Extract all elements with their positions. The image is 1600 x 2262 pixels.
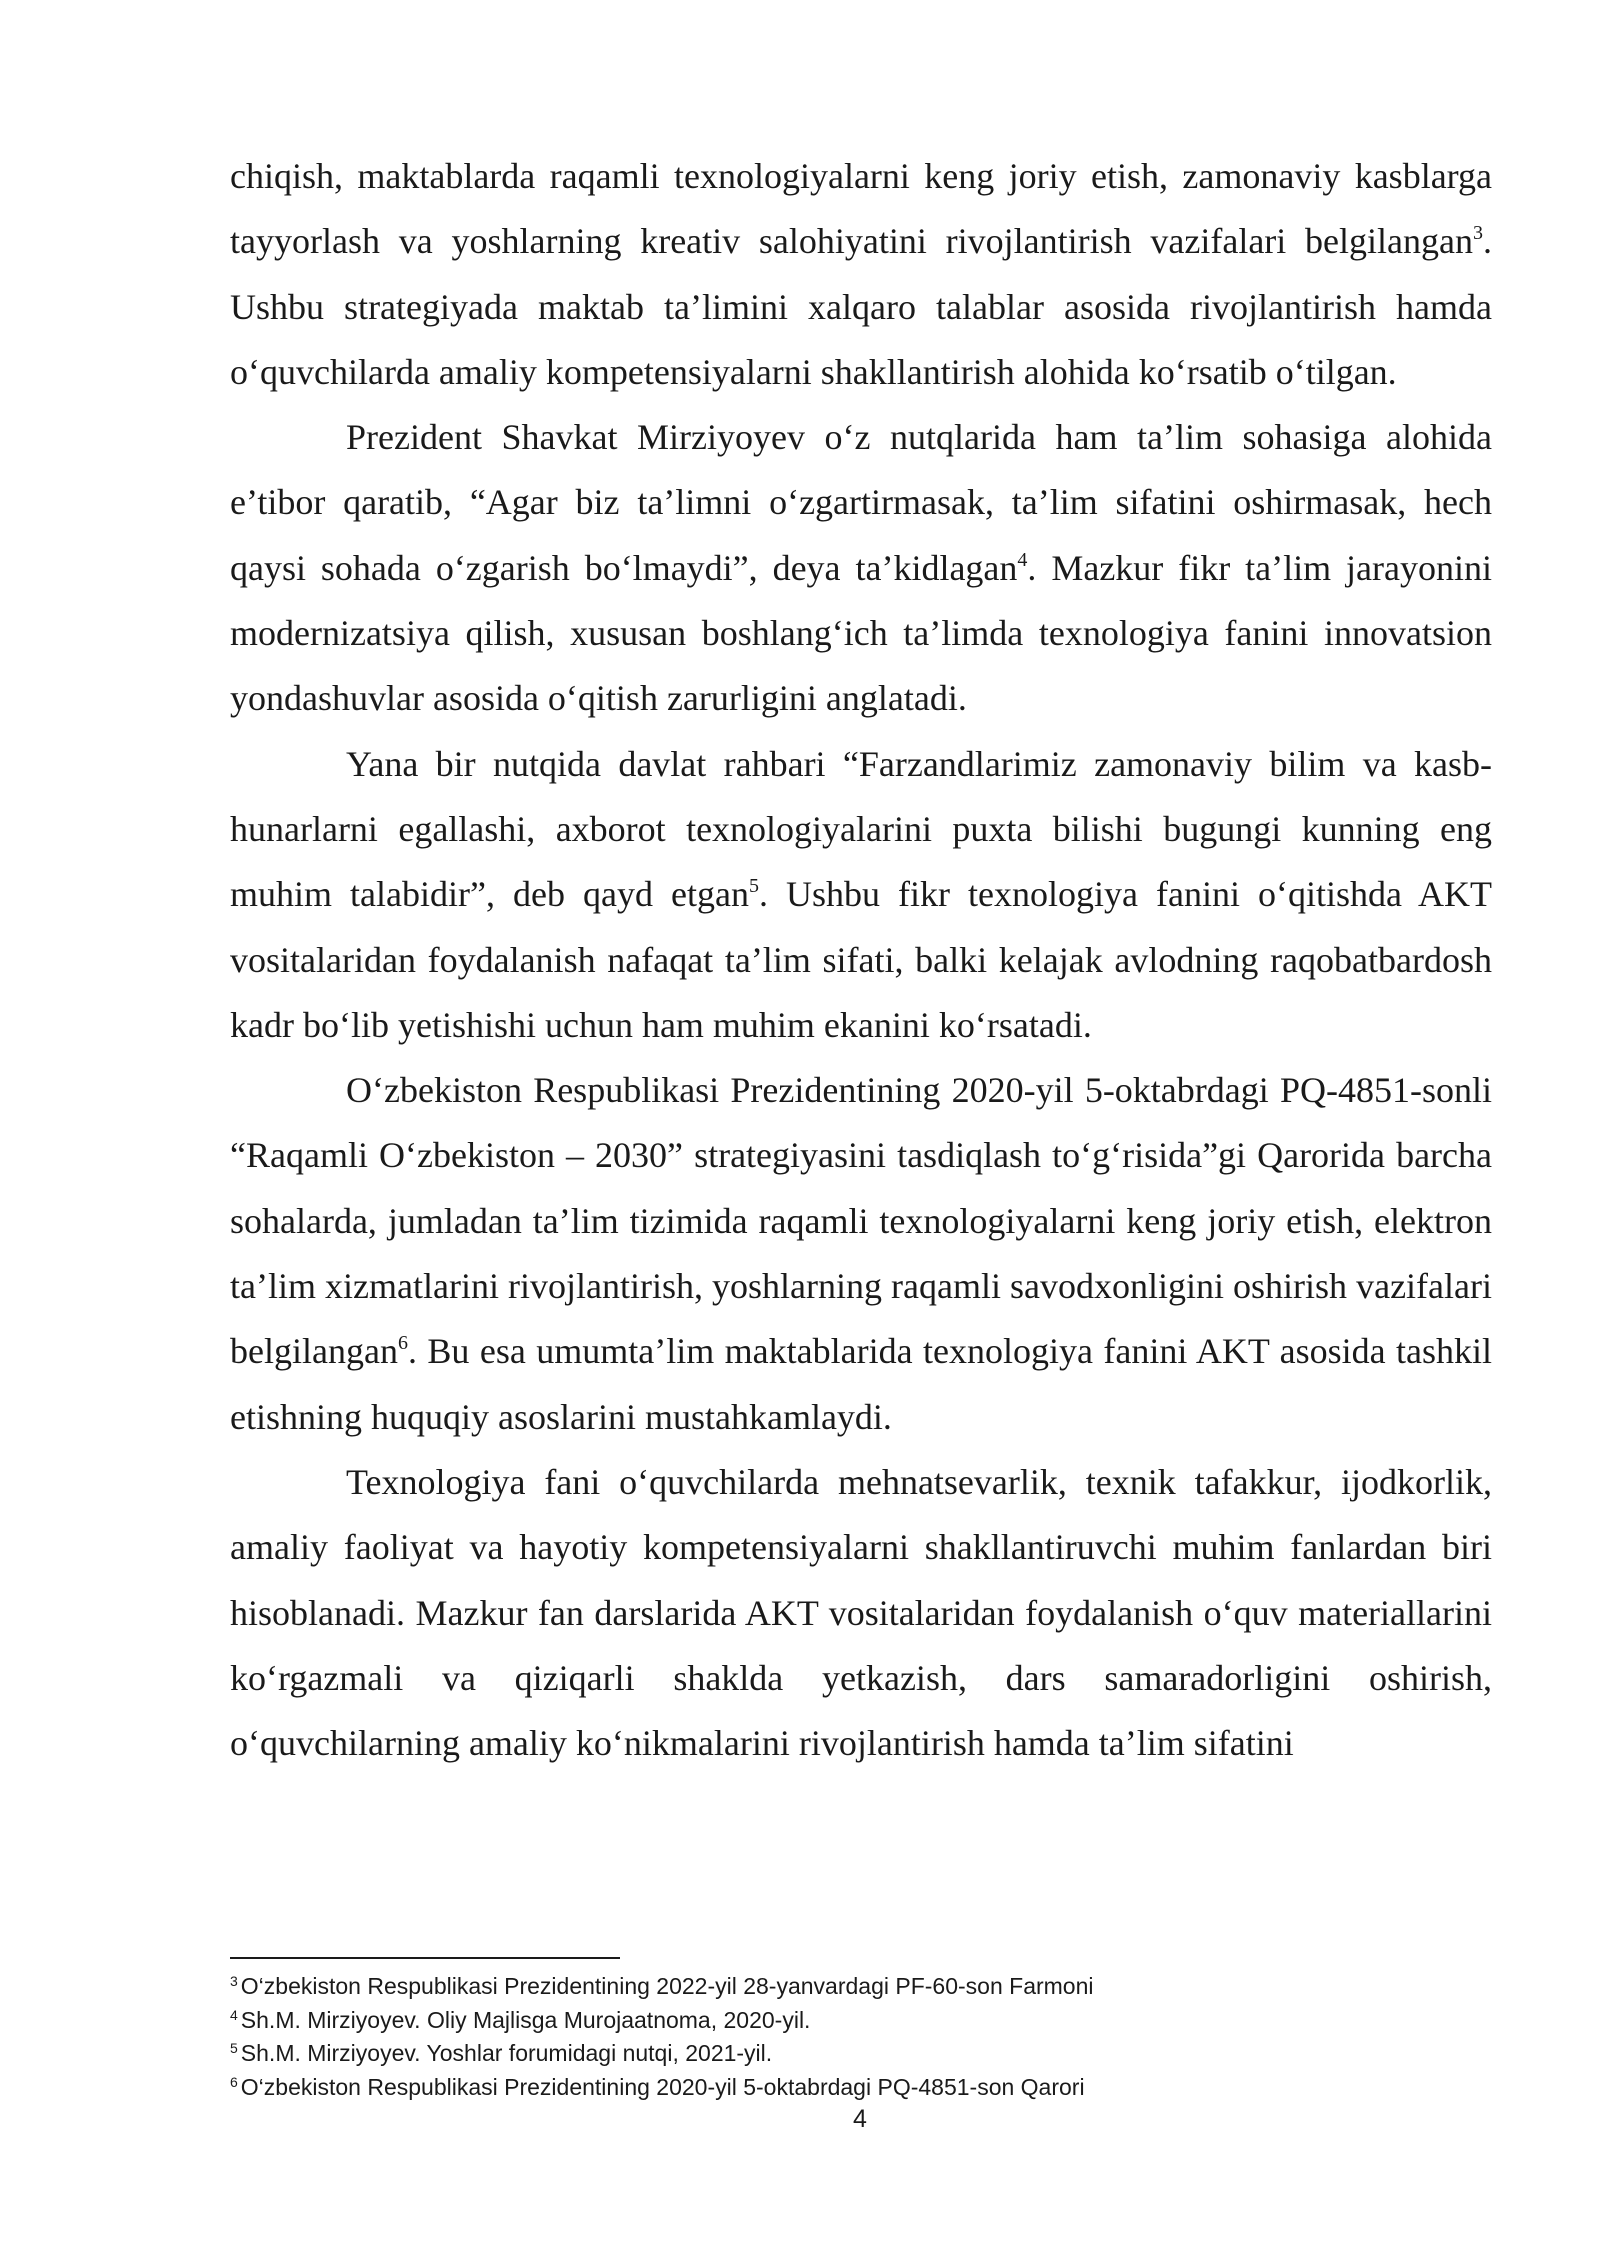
footnote-text: O‘zbekiston Respublikasi Prezidentining 2020-yil 5-oktabrdagi PQ-4851-son Qarori [240, 2073, 1085, 2100]
paragraph-3 [230, 732, 1492, 1058]
paragraph-4-text: O‘zbekiston Respublikasi Prezidentining 2020-yil 5-oktabrdagi PQ-4851-sonli “Raqamli O‘zbekiston – 2030” strategiyasini tasdiqlash to‘g‘risida”gi Qarorida barcha sohalarda, jumladan ta’lim tizimida raqamli texnologiyalarni keng joriy etish, elektron ta’lim xizmatlarini rivojlantirish, yoshlarning raqamli savodxonligini oshirish vazifalari belgilangan [230, 1070, 1492, 1372]
footnote-text: Sh.M. Mirziyoyev. Yoshlar forumidagi nutqi, 2021-yil. [240, 2040, 773, 2066]
paragraph-5 [230, 1450, 1492, 1776]
footnote-separator [230, 1957, 620, 1959]
footnote-text: O‘zbekiston Respublikasi Prezidentining 2022-yil 28-yanvardagi PF-60-son Farmoni [240, 1973, 1094, 1999]
body-text [230, 144, 1492, 1776]
footnote-ref-5: 5 [748, 875, 759, 898]
footnote-3 [230, 1970, 1492, 2004]
footnote-text: Sh.M. Mirziyoyev. Oliy Majlisga Murojaatnoma, 2020-yil. [240, 2006, 811, 2033]
paragraph-2-text: Prezident Shavkat Mirziyoyev o‘z nutqlarida ham ta’lim sohasiga alohida e’tibor qaratib, “Agar biz ta’limni o‘zgartirmasak, ta’lim sifatini oshirmasak, hech qaysi sohada o‘zgarish bo‘lmaydi”, deya ta’kidlagan [230, 417, 1492, 588]
footnote-ref-6: 6 [397, 1332, 408, 1355]
paragraph-3-text: Yana bir nutqida davlat rahbari “Farzandlarimiz zamonaviy bilim va kasb-hunarlarni egallashi, axborot texnologiyalarini puxta bilishi bugungi kunning eng muhim talabidir”, deb qayd etgan [230, 743, 1492, 915]
paragraph-4-text-cont: . Bu esa umumta’lim maktablarida texnologiya fanini AKT asosida tashkil etishning huquqiy asoslarini mustahkamlaydi. [230, 1331, 1492, 1437]
footnote-4 [230, 2004, 1492, 2038]
footnote-ref-3: 3 [1473, 222, 1483, 245]
paragraph-1-text: chiqish, maktablarda raqamli texnologiyalarni keng joriy etish, zamonaviy kasblarga tayyorlash va yoshlarning kreativ salohiyatini rivojlantirish vazifalari belgilangan [230, 156, 1492, 262]
footnote-ref-4: 4 [1017, 548, 1028, 571]
paragraph-2-text-cont: . Mazkur fikr ta’lim jarayonini modernizatsiya qilish, xususan boshlang‘ich ta’limda texnologiya fanini innovatsion yondashuvlar asosida o‘qitish zarurligini anglatadi. [230, 547, 1492, 719]
footnote-number: 6 [230, 2073, 238, 2090]
footnote-6 [230, 2071, 1492, 2105]
footnote-number: 4 [230, 2006, 238, 2023]
paragraph-4 [230, 1058, 1492, 1450]
footnote-number: 5 [230, 2040, 238, 2056]
paragraph-1-text-cont: . Ushbu strategiyada maktab ta’limini xalqaro talablar asosida rivojlantirish hamda o‘quvchilarda amaliy kompetensiyalarni shakllantirish alohida ko‘rsatib o‘tilgan. [230, 221, 1492, 392]
paragraph-1 [230, 144, 1492, 405]
footnote-number: 3 [230, 1973, 238, 1989]
footnotes [230, 1970, 1492, 2104]
paragraph-3-text-cont: . Ushbu fikr texnologiya fanini o‘qitishda AKT vositalaridan foydalanish nafaqat ta’lim sifati, balki kelajak avlodning raqobatbardosh kadr bo‘lib yetishishi uchun ham muhim ekanini ko‘rsatadi. [230, 874, 1492, 1045]
footnote-5 [230, 2037, 1492, 2071]
paragraph-5-text: Texnologiya fani o‘quvchilarda mehnatsevarlik, texnik tafakkur, ijodkorlik, amaliy faoliyat va hayotiy kompetensiyalarni shakllantiruvchi muhim fanlardan biri hisoblanadi. Mazkur fan darslarida AKT vositalaridan foydalanish o‘quv materiallarini ko‘rgazmali va qiziqarli shaklda yetkazish, dars samaradorligini oshirish, o‘quvchilarning amaliy ko‘nikmalarini rivojlantirish hamda ta’lim sifatini [230, 1461, 1492, 1764]
page-number: 4 [853, 2105, 867, 2133]
paragraph-2 [230, 405, 1492, 731]
